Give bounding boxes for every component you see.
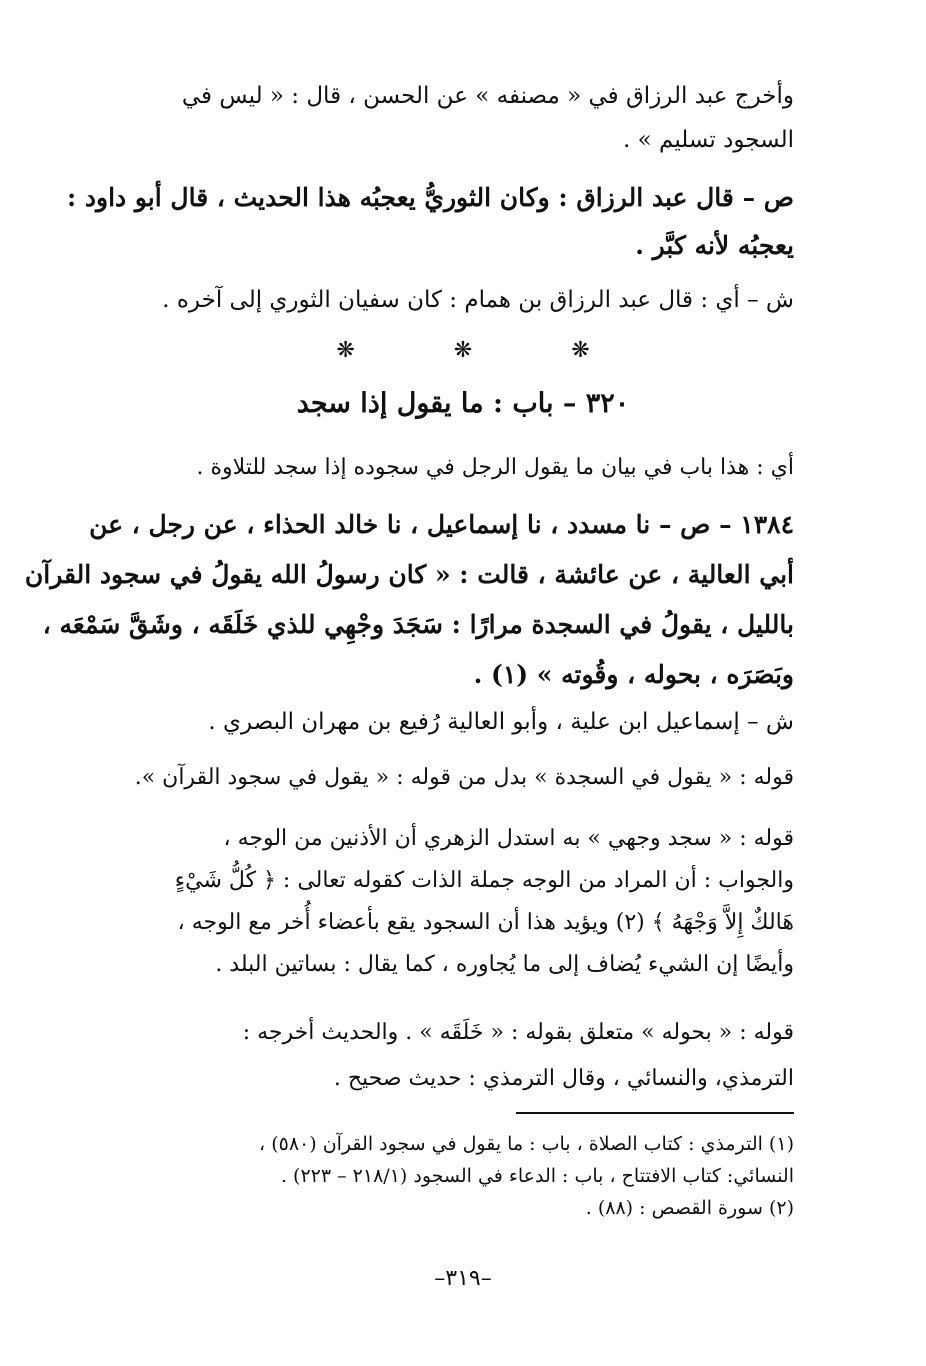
text-line: والجواب : أن المراد من الوجه جملة الذات كقوله تعالى : ﴿ كُلُّ شَيْءٍ bbox=[174, 868, 794, 893]
chapter-heading: ٣٢٠ – باب : ما يقول إذا سجد bbox=[296, 388, 630, 419]
paragraph-narrators-commentary bbox=[112, 702, 794, 742]
text-line: قوله : « بحوله » متعلق بقوله : « خَلَقَه » . والحديث أخرجه : bbox=[242, 1020, 794, 1045]
text-line: قوله : « سجد وجهي » به استدل الزهري أن الأذنين من الوجه ، bbox=[223, 826, 794, 851]
text-line: ١٣٨٤ – ص – نا مسدد ، نا إسماعيل ، نا خالد الحذاء ، عن رجل ، عن bbox=[89, 510, 794, 539]
paragraph-commentary-shin bbox=[112, 280, 794, 320]
footnote-divider bbox=[516, 1112, 794, 1114]
text-line: السجود تسليم » . bbox=[623, 127, 794, 153]
text-line: ص – قال عبد الرزاق : وكان الثوريُّ يعجبُه هذا الحديث ، قال أبو داود : bbox=[66, 183, 794, 212]
paragraph-qawluhu-sajda bbox=[112, 758, 794, 798]
text-line: قوله : « يقول في السجدة » بدل من قوله : « يقول في سجود القرآن ». bbox=[134, 765, 794, 790]
text-line: أي : هذا باب في بيان ما يقول الرجل في سجوده إذا سجد للتلاوة . bbox=[196, 455, 794, 480]
footnote-line: (١) الترمذي : كتاب الصلاة ، باب : ما يقول في سجود القرآن (٥٨٠) ، bbox=[259, 1133, 794, 1155]
footnotes bbox=[112, 1128, 794, 1224]
page-number: –٣١٩– bbox=[434, 1266, 492, 1291]
text-line: يعجبُه لأنه كبَّر . bbox=[635, 231, 794, 260]
text-line: بالليل ، يقولُ في السجدة مرارًا : سَجَدَ وجْهِي للذي خَلَقَه ، وشَقَّ سَمْعَه ، bbox=[42, 610, 794, 639]
text-line: ش – أي : قال عبد الرزاق بن همام : كان سفيان الثوري إلى آخره . bbox=[162, 287, 794, 313]
footnote-line: (٢) سورة القصص : (٨٨) . bbox=[585, 1197, 794, 1219]
text-line: الترمذي، والنسائي ، وقال الترمذي : حديث صحيح . bbox=[333, 1066, 794, 1091]
text-line: وأيضًا إن الشيء يُضاف إلى ما يُجاوره ، كما يقال : بساتين البلد . bbox=[215, 952, 794, 977]
paragraph-text-sad bbox=[66, 174, 794, 270]
paragraph-qawluhu-sajada-wajhi bbox=[112, 818, 794, 986]
text-line: وبَصَرَه ، بحوله ، وقُوته » (١) . bbox=[473, 660, 794, 689]
text-line: هَالكٌ إِلاَّ وَجْهَهُ ﴾ (٢) ويؤيد هذا أن السجود يقع بأعضاء أُخر مع الوجه ، bbox=[177, 910, 794, 935]
footnote-line: النسائي: كتاب الافتتاح ، باب : الدعاء في السجود (٢١٨/١ – ٢٢٣) . bbox=[280, 1165, 794, 1187]
paragraph-chapter-explanation bbox=[112, 448, 794, 488]
text-line: وأخرج عبد الرزاق في « مصنفه » عن الحسن ، قال : « ليس في bbox=[181, 83, 794, 109]
paragraph-hadith-1384 bbox=[24, 500, 794, 700]
section-separator-stars: ❋ ❋ ❋ bbox=[336, 338, 636, 363]
text-line: ش – إسماعيل ابن علية ، وأبو العالية رُفيع بن مهران البصري . bbox=[208, 709, 794, 735]
paragraph-qawluhu-bihawlihi bbox=[112, 1010, 794, 1102]
text-line: أبي العالية ، عن عائشة ، قالت : « كان رسولُ الله يقولُ في سجود القرآن bbox=[24, 560, 794, 589]
paragraph-abd-al-razzaq-narration bbox=[112, 74, 794, 162]
